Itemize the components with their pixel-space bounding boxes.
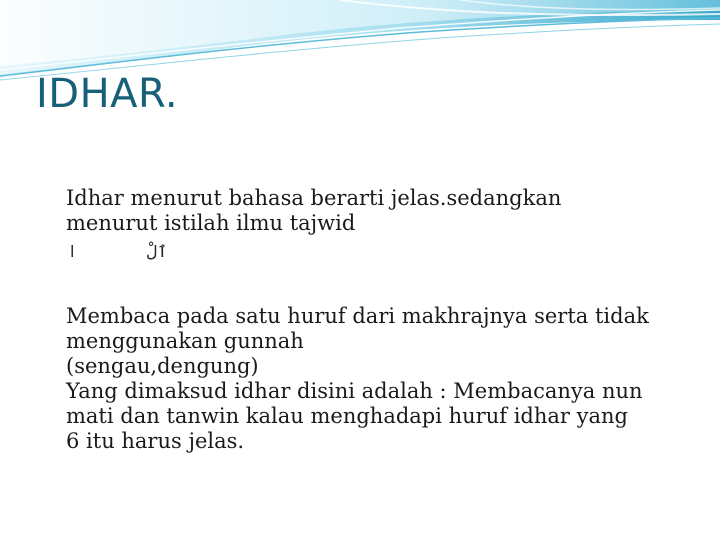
text-line: Yang dimaksud idhar disini adalah : Membacanya nun xyxy=(66,379,643,403)
arabic-glyph-row xyxy=(66,242,186,264)
text-line: 6 itu harus jelas. xyxy=(66,429,245,453)
definition-paragraph xyxy=(66,186,696,236)
text-line: Idhar menurut bahasa berarti jelas.sedangkan xyxy=(66,186,562,210)
text-line: (sengau,dengung) xyxy=(66,354,259,378)
text-line: mati dan tanwin kalau menghadapi huruf idhar yang xyxy=(66,404,628,428)
slide-title: IDHAR. xyxy=(36,71,179,117)
text-line: menurut istilah ilmu tajwid xyxy=(66,211,356,235)
arabic-glyph: ا xyxy=(70,242,75,261)
text-line: Membaca pada satu huruf dari makhrajnya serta tidak xyxy=(66,304,649,328)
explanation-paragraph xyxy=(66,304,696,454)
arabic-glyph: ٱلْ xyxy=(146,242,167,261)
text-line: menggunakan gunnah xyxy=(66,329,304,353)
